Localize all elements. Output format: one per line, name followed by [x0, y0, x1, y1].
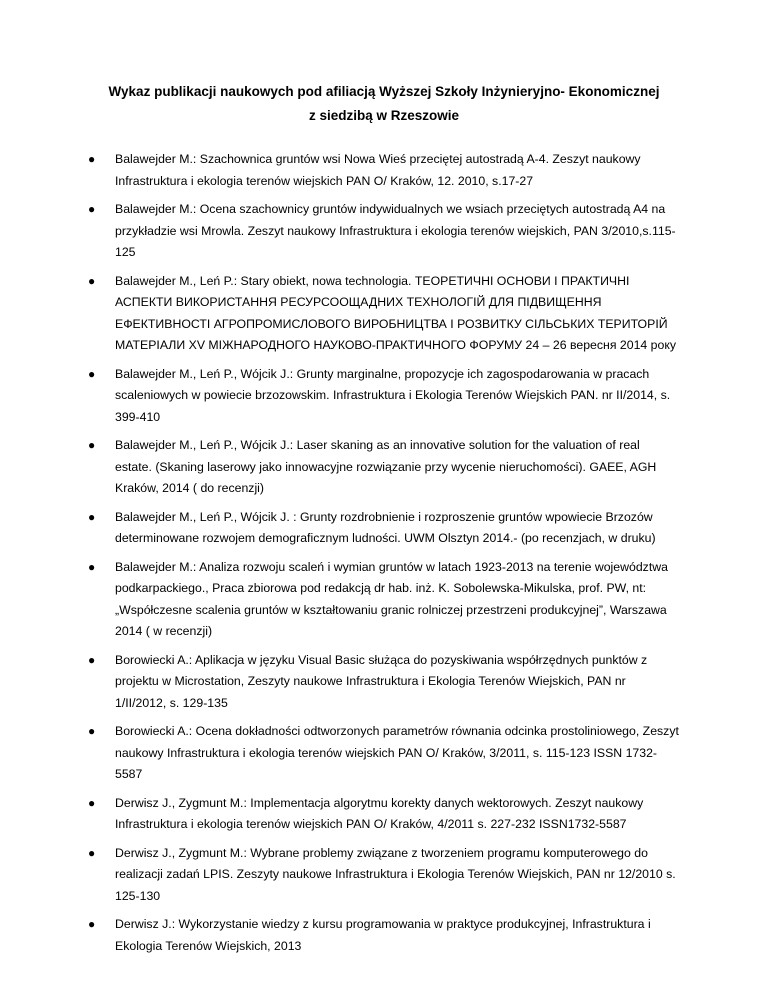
bullet-icon: ● — [88, 438, 96, 452]
publication-item — [0, 507, 768, 550]
publication-text: Balawejder M.: Szachownica gruntów wsi Nowa Wieś przeciętej autostradą A-4. Zeszyt naukowy Infrastruktura i ekologia terenów wiejskich PAN O/ Kraków, 12. 2010, s.17-27 — [115, 152, 641, 188]
bullet-icon: ● — [88, 917, 96, 931]
publication-text: Borowiecki A.: Ocena dokładności odtworzonych parametrów równania odcinka prostoliniowego, Zeszyt naukowy Infrastruktura i ekologia terenów wiejskich PAN O/ Kraków, 3/2011, s. 115-123 ISSN 1732-5587 — [115, 724, 679, 781]
publication-item — [0, 721, 768, 786]
bullet-icon: ● — [88, 845, 96, 860]
bullet-icon: ● — [88, 724, 96, 738]
publication-text: Balawejder M., Leń P., Wójcik J. : Grunty rozdrobnienie i rozproszenie gruntów wpowiecie Brzozów determinowane rozwojem demograficznym ludności. UWM Olsztyn 2014.- (po recenzjach, w druku) — [115, 509, 656, 545]
bullet-icon: ● — [88, 202, 96, 216]
bullet-icon: ● — [88, 273, 96, 288]
publication-item — [0, 364, 768, 429]
publication-item — [0, 435, 768, 500]
publication-item — [0, 199, 768, 264]
publication-text: Borowiecki A.: Aplikacja w języku Visual Basic służąca do pozyskiwania współrzędnych punktów z projektu w Microstation, Zeszyty naukowe Infrastruktura i Ekologia Terenów Wiejskich, PAN nr 1/II/2012, s. 129-135 — [115, 652, 648, 710]
publication-item — [0, 914, 768, 957]
publication-text: Balawejder M., Leń P.: Stary obiekt, nowa technologia. ТЕОРЕТИЧНІ ОСНОВИ І ПРАКТИЧНІ АСПЕКТИ ВИКОРИСТАННЯ РЕСУРСООЩАДНИХ ТЕХНОЛОГІЙ ДЛЯ ПІДВИЩЕННЯ ЕФЕКТИВНОСТІ АГРОПРОМИСЛОВОГО ВИРОБНИЦТВА І РОЗВИТКУ СІЛЬСЬКИХ ТЕРИТОРІЙ МАТЕРІАЛИ XV МІЖНАРОДНОГО НАУКОВО-ПРАКТИЧНОГО ФОРУМУ 24 – 26 вересня 2014 року — [115, 273, 677, 352]
publication-item — [0, 793, 768, 836]
publication-text: Derwisz J., Zygmunt M.: Implementacja algorytmu korekty danych wektorowych. Zeszyt naukowy Infrastruktura i ekologia terenów wiejskich PAN O/ Kraków, 4/2011 s. 227-232 ISSN1732-5587 — [115, 795, 644, 831]
document-title-line-2: z siedzibą w Rzeszowie — [308, 108, 460, 123]
publication-text: Derwisz J., Zygmunt M.: Wybrane problemy związane z tworzeniem programu komputerowego do realizacji zadań LPIS. Zeszyty naukowe Infrastruktura i Ekologia Terenów Wiejskich, PAN nr 12/2010 s. 125-130 — [115, 845, 676, 903]
publication-text: Balawejder M.: Analiza rozwoju scaleń i wymian gruntów w latach 1923-2013 na terenie województwa podkarpackiego., Praca zbiorowa pod redakcją dr hab. inż. K. Sobolewska-Mikulska, prof. PW, nt: „Współczesne scalenia gruntów w kształtowaniu granic rolniczej przestrzeni produkcyjnej”, Warszawa 2014 ( w recenzji) — [115, 559, 668, 638]
bullet-icon: ● — [88, 152, 96, 166]
publication-list — [0, 149, 768, 964]
bullet-icon: ● — [88, 795, 96, 810]
document-title-line-1: Wykaz publikacji naukowych pod afiliacją Wyższej Szkoły Inżynieryjno- Ekonomicznej — [108, 84, 660, 99]
publication-item — [0, 843, 768, 908]
bullet-icon: ● — [88, 366, 96, 381]
publication-item — [0, 650, 768, 715]
bullet-icon: ● — [88, 652, 96, 667]
bullet-icon: ● — [88, 559, 96, 574]
publication-item — [0, 271, 768, 357]
publication-text: Balawejder M., Leń P., Wójcik J.: Laser skaning as an innovative solution for the valuation of real estate. (Skaning laserowy jako innowacyjne rozwiązanie przy wycenie nieruchomości). GAEE, AGH Kraków, 2014 ( do recenzji) — [115, 438, 657, 495]
publication-text: Balawejder M., Leń P., Wójcik J.: Grunty marginalne, propozycje ich zagospodarowania w pracach scaleniowych w powiecie brzozowskim. Infrastruktura i Ekologia Terenów Wiejskich PAN. nr II/2014, s. 399-410 — [115, 366, 671, 424]
publication-item — [0, 557, 768, 643]
publication-item — [0, 149, 768, 192]
publication-text: Balawejder M.: Ocena szachownicy gruntów indywidualnych we wsiach przeciętych autostradą A4 na przykładzie wsi Mrowla. Zeszyt naukowy Infrastruktura i ekologia terenów wiejskich, PAN 3/2010,s.115-125 — [115, 202, 676, 259]
bullet-icon: ● — [88, 509, 96, 524]
publication-text: Derwisz J.: Wykorzystanie wiedzy z kursu programowania w praktyce produkcyjnej, Infrastruktura i Ekologia Terenów Wiejskich, 2013 — [115, 917, 651, 953]
